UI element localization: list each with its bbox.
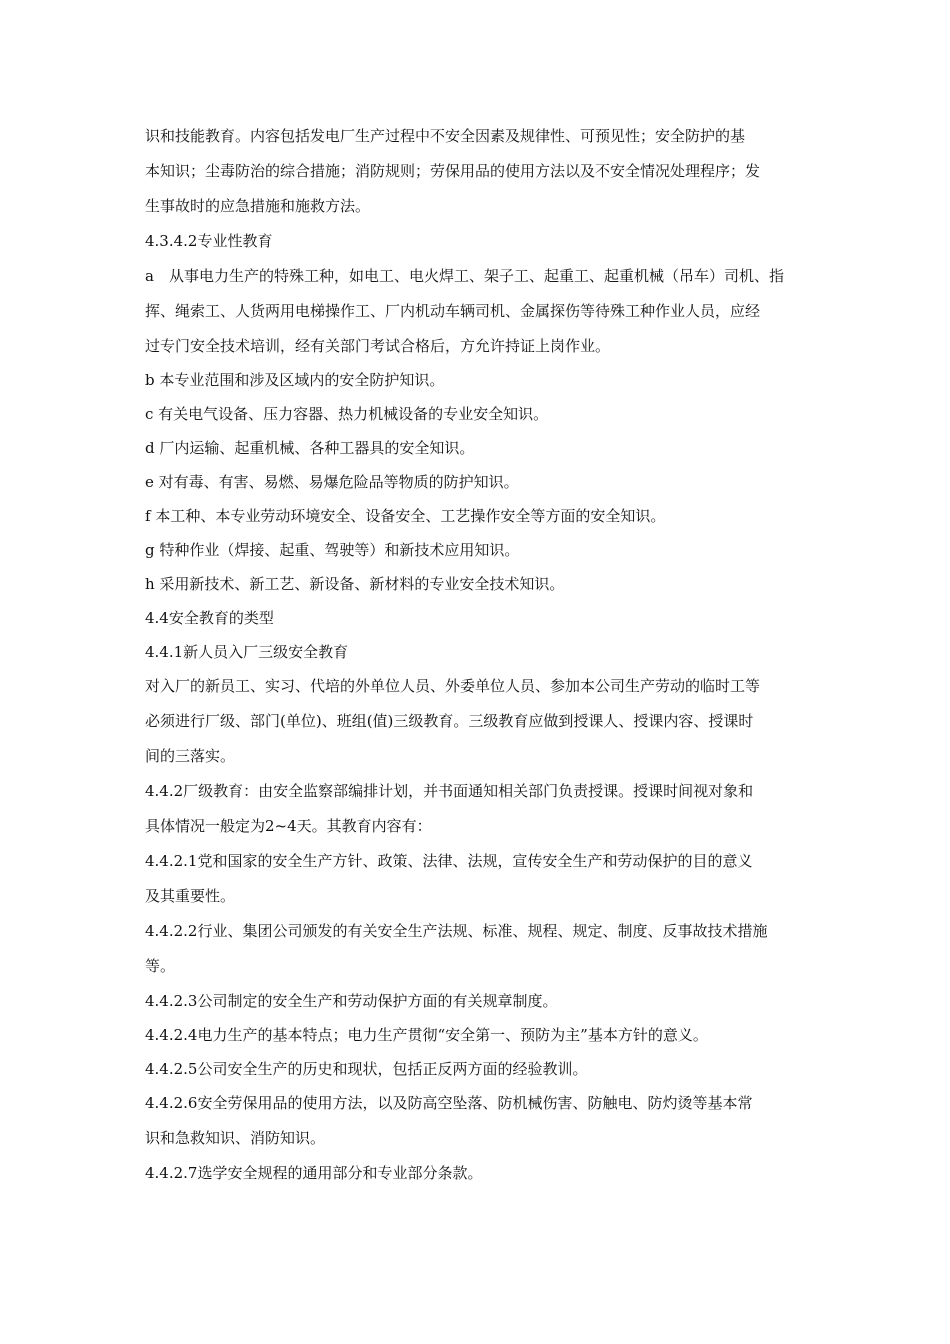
- paragraph-line: 识和技能教育。内容包括发电厂生产过程中不安全因素及规律性、可预见性；安全防护的基: [145, 127, 746, 145]
- list-item-e: e 对有毒、有害、易燃、易爆危险品等物质的防护知识。: [145, 473, 519, 491]
- clause-4-4-2-1: 4.4.2.1党和国家的安全生产方针、政策、法律、法规，宣传安全生产和劳动保护的目的意义: [145, 852, 753, 870]
- clause-4-4-2-7: 4.4.2.7选学安全规程的通用部分和专业部分条款。: [145, 1164, 483, 1182]
- paragraph-line: 及其重要性。: [145, 887, 236, 905]
- paragraph-line: 识和急救知识、消防知识。: [145, 1129, 326, 1147]
- paragraph-line: 必须进行厂级、部门(单位)、班组(值)三级教育。三级教育应做到授课人、授课内容、授课时: [145, 712, 754, 730]
- section-heading-4-4-1: 4.4.1新人员入厂三级安全教育: [145, 643, 349, 661]
- clause-4-4-2-4: 4.4.2.4电力生产的基本特点；电力生产贯彻“安全第一、预防为主”基本方针的意义。: [145, 1026, 708, 1044]
- paragraph-line: 过专门安全技术培训，经有关部门考试合格后，方允许持证上岗作业。: [145, 337, 611, 355]
- paragraph-line: 挥、绳索工、人货两用电梯操作工、厂内机动车辆司机、金属探伤等待殊工种作业人员，应经: [145, 302, 761, 320]
- list-item-b: b 本专业范围和涉及区域内的安全防护知识。: [145, 371, 445, 389]
- section-heading-4-4-2: 4.4.2厂级教育：由安全监察部编排计划，并书面通知相关部门负责授课。授课时间视对象和: [145, 782, 754, 800]
- paragraph-line: 本知识；尘毒防治的综合措施；消防规则；劳保用品的使用方法以及不安全情况处理程序；发: [145, 162, 761, 180]
- paragraph-line: 间的三落实。: [145, 747, 236, 765]
- section-heading-4-3-4-2: 4.3.4.2专业性教育: [145, 232, 273, 250]
- clause-4-4-2-2: 4.4.2.2行业、集团公司颁发的有关安全生产法规、标准、规程、规定、制度、反事故技术措施: [145, 922, 768, 940]
- paragraph-line: 具体情况一般定为2~4天。其教育内容有：: [145, 817, 432, 835]
- list-item-a: a 从事电力生产的特殊工种，如电工、电火焊工、架子工、起重工、起重机械（吊车）司机、指: [145, 267, 784, 285]
- paragraph-line: 生事故时的应急措施和施救方法。: [145, 197, 371, 215]
- section-heading-4-4: 4.4安全教育的类型: [145, 609, 274, 627]
- list-item-f: f 本工种、本专业劳动环境安全、设备安全、工艺操作安全等方面的安全知识。: [145, 507, 666, 525]
- paragraph-line: 对入厂的新员工、实习、代培的外单位人员、外委单位人员、参加本公司生产劳动的临时工等: [145, 677, 761, 695]
- clause-4-4-2-3: 4.4.2.3公司制定的安全生产和劳动保护方面的有关规章制度。: [145, 992, 558, 1010]
- list-item-d: d 厂内运输、起重机械、各种工器具的安全知识。: [145, 439, 475, 457]
- list-item-h: h 采用新技术、新工艺、新设备、新材料的专业安全技术知识。: [145, 575, 565, 593]
- paragraph-line: 等。: [145, 957, 176, 975]
- clause-4-4-2-5: 4.4.2.5公司安全生产的历史和现状，包括正反两方面的经验教训。: [145, 1060, 588, 1078]
- list-item-c: c 有关电气设备、压力容器、热力机械设备的专业安全知识。: [145, 405, 549, 423]
- list-item-g: g 特种作业（焊接、起重、驾驶等）和新技术应用知识。: [145, 541, 520, 559]
- document-body: [145, 126, 810, 1185]
- clause-4-4-2-6: 4.4.2.6安全劳保用品的使用方法，以及防高空坠落、防机械伤害、防触电、防灼烫等基本常: [145, 1094, 753, 1112]
